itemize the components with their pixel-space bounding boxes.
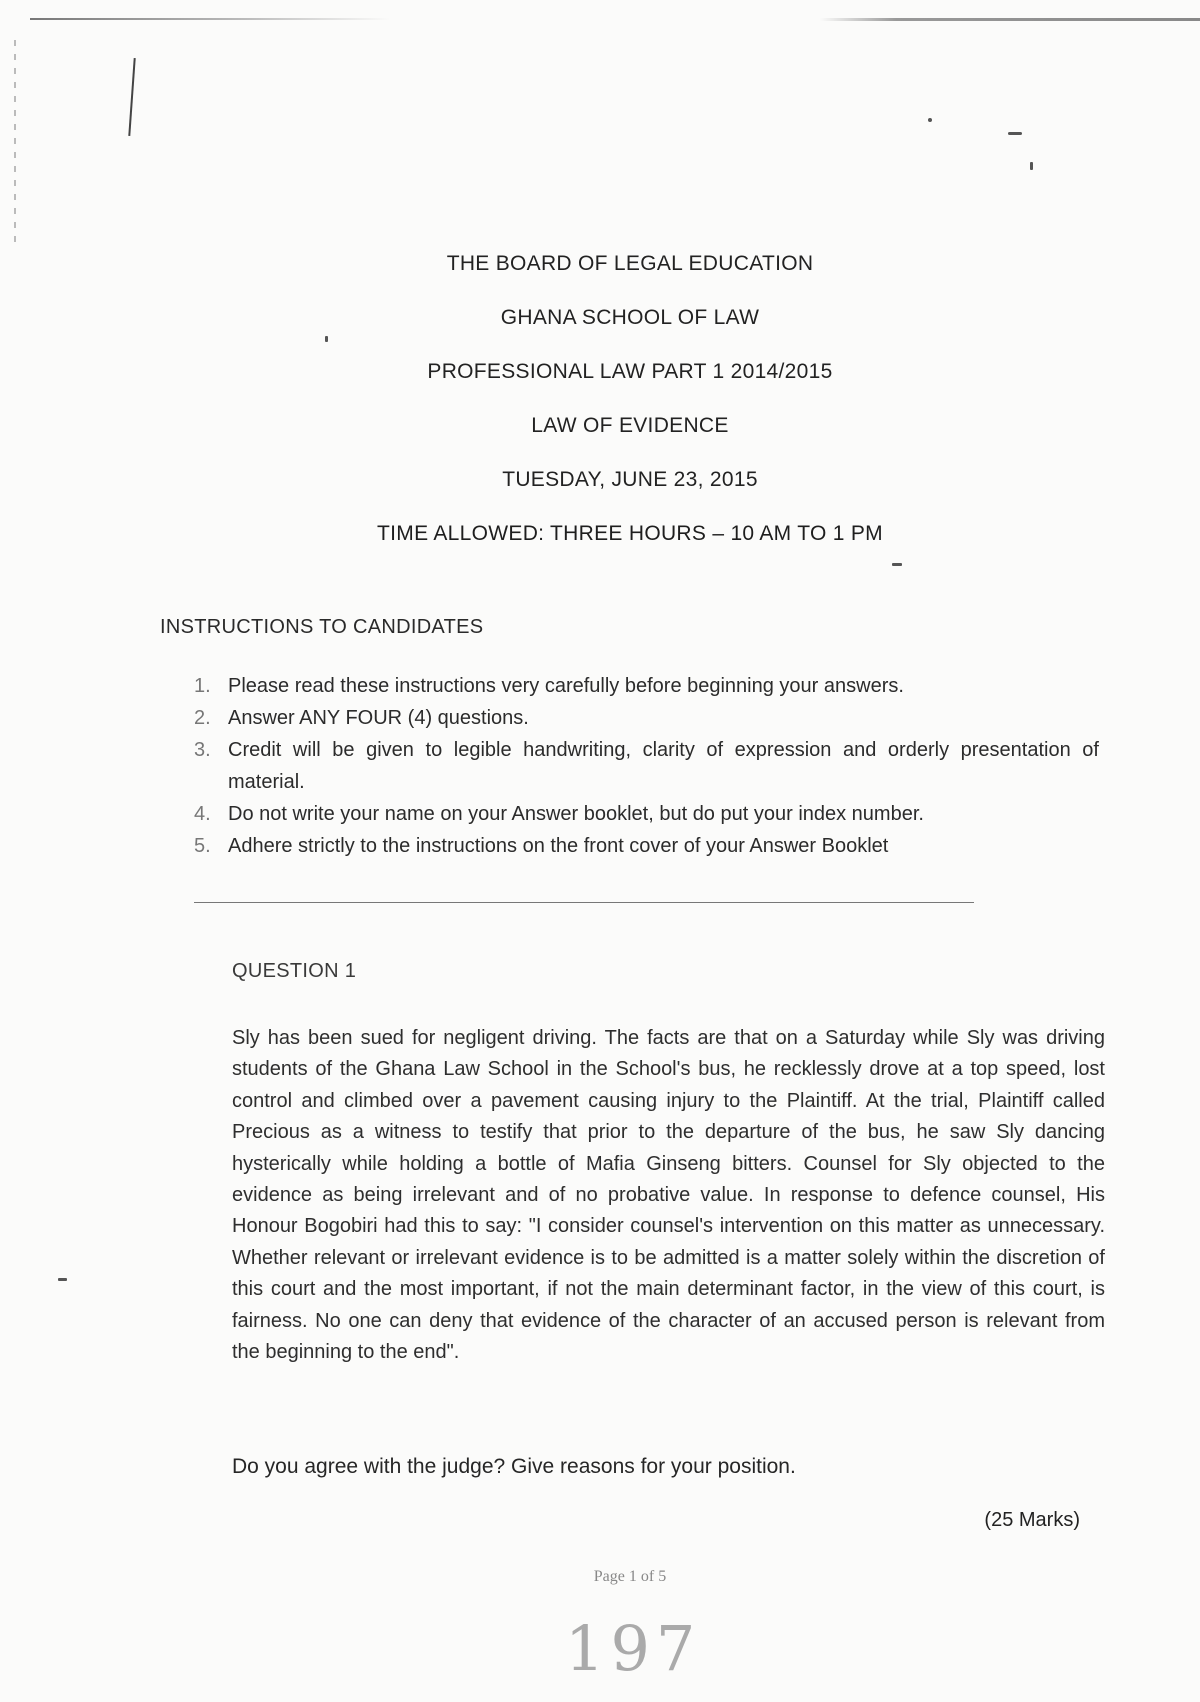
instruction-item — [194, 798, 1099, 830]
header-date: TUESDAY, JUNE 23, 2015 — [502, 468, 758, 491]
instructions-title: INSTRUCTIONS TO CANDIDATES — [160, 616, 484, 638]
speck — [1030, 162, 1033, 170]
scan-artifact-left-edge — [14, 40, 16, 250]
instruction-item — [194, 830, 1099, 862]
instruction-text: Please read these instructions very carefully before beginning your answers. — [228, 675, 904, 697]
instruction-item — [194, 702, 1099, 734]
speck — [58, 1278, 67, 1281]
instruction-item — [194, 734, 1099, 798]
question-prompt: Do you agree with the judge? Give reasons for your position. — [232, 1455, 796, 1478]
exam-header — [0, 252, 1200, 546]
handwritten-number: 197 — [565, 1612, 702, 1685]
speck — [892, 563, 902, 566]
instruction-number: 4. — [194, 803, 211, 825]
scan-artifact-top-right — [820, 18, 1200, 21]
instruction-item — [194, 670, 1099, 702]
instruction-text: Do not write your name on your Answer booklet, but do put your index number. — [228, 803, 924, 825]
instruction-text: Credit will be given to legible handwriting, clarity of expression and orderly presentation of material. — [228, 739, 1099, 793]
instruction-number: 1. — [194, 675, 211, 697]
page-number: Page 1 of 5 — [593, 1568, 667, 1585]
question-title: QUESTION 1 — [232, 960, 357, 982]
scan-artifact-top-left — [30, 18, 390, 20]
instructions-list — [194, 670, 1099, 862]
speck — [928, 118, 932, 122]
question-body: Sly has been sued for negligent driving. The facts are that on a Saturday while Sly was driving students of the Ghana Law School in the School's bus, he recklessly drove at a top speed, lost control and climbed over a pavement causing injury to the Plaintiff. At the trial, Plaintiff called Precious as a witness to testify that prior to the departure of the bus, he saw Sly dancing hysterically while holding a bottle of Mafia Ginseng bitters. Counsel for Sly objected to the evidence as being irrelevant and of no probative value. In response to defence counsel, His Honour Bogobiri had this to say: "I consider counsel's intervention on this matter as unnecessary. Whether relevant or irrelevant evidence is to be admitted is a matter solely within the discretion of this court and the most important, if not the main determinant factor, in the view of this court, is fairness. No one can deny that evidence of the character of an accused person is relevant from the beginning to the end". — [232, 1027, 1105, 1364]
header-school: GHANA SCHOOL OF LAW — [500, 306, 760, 329]
instruction-text: Adhere strictly to the instructions on the front cover of your Answer Booklet — [228, 835, 889, 857]
pen-mark — [128, 58, 135, 136]
header-subject: LAW OF EVIDENCE — [531, 414, 729, 437]
question-marks: (25 Marks) — [984, 1509, 1080, 1531]
instruction-text: Answer ANY FOUR (4) questions. — [228, 707, 529, 729]
instruction-number: 5. — [194, 835, 211, 857]
speck — [1008, 132, 1022, 135]
header-time-allowed: TIME ALLOWED: THREE HOURS – 10 AM TO 1 PM — [377, 522, 883, 545]
instruction-number: 2. — [194, 707, 211, 729]
header-board: THE BOARD OF LEGAL EDUCATION — [446, 252, 814, 275]
header-programme: PROFESSIONAL LAW PART 1 2014/2015 — [427, 360, 833, 383]
instruction-number: 3. — [194, 739, 211, 761]
section-divider — [194, 902, 974, 903]
